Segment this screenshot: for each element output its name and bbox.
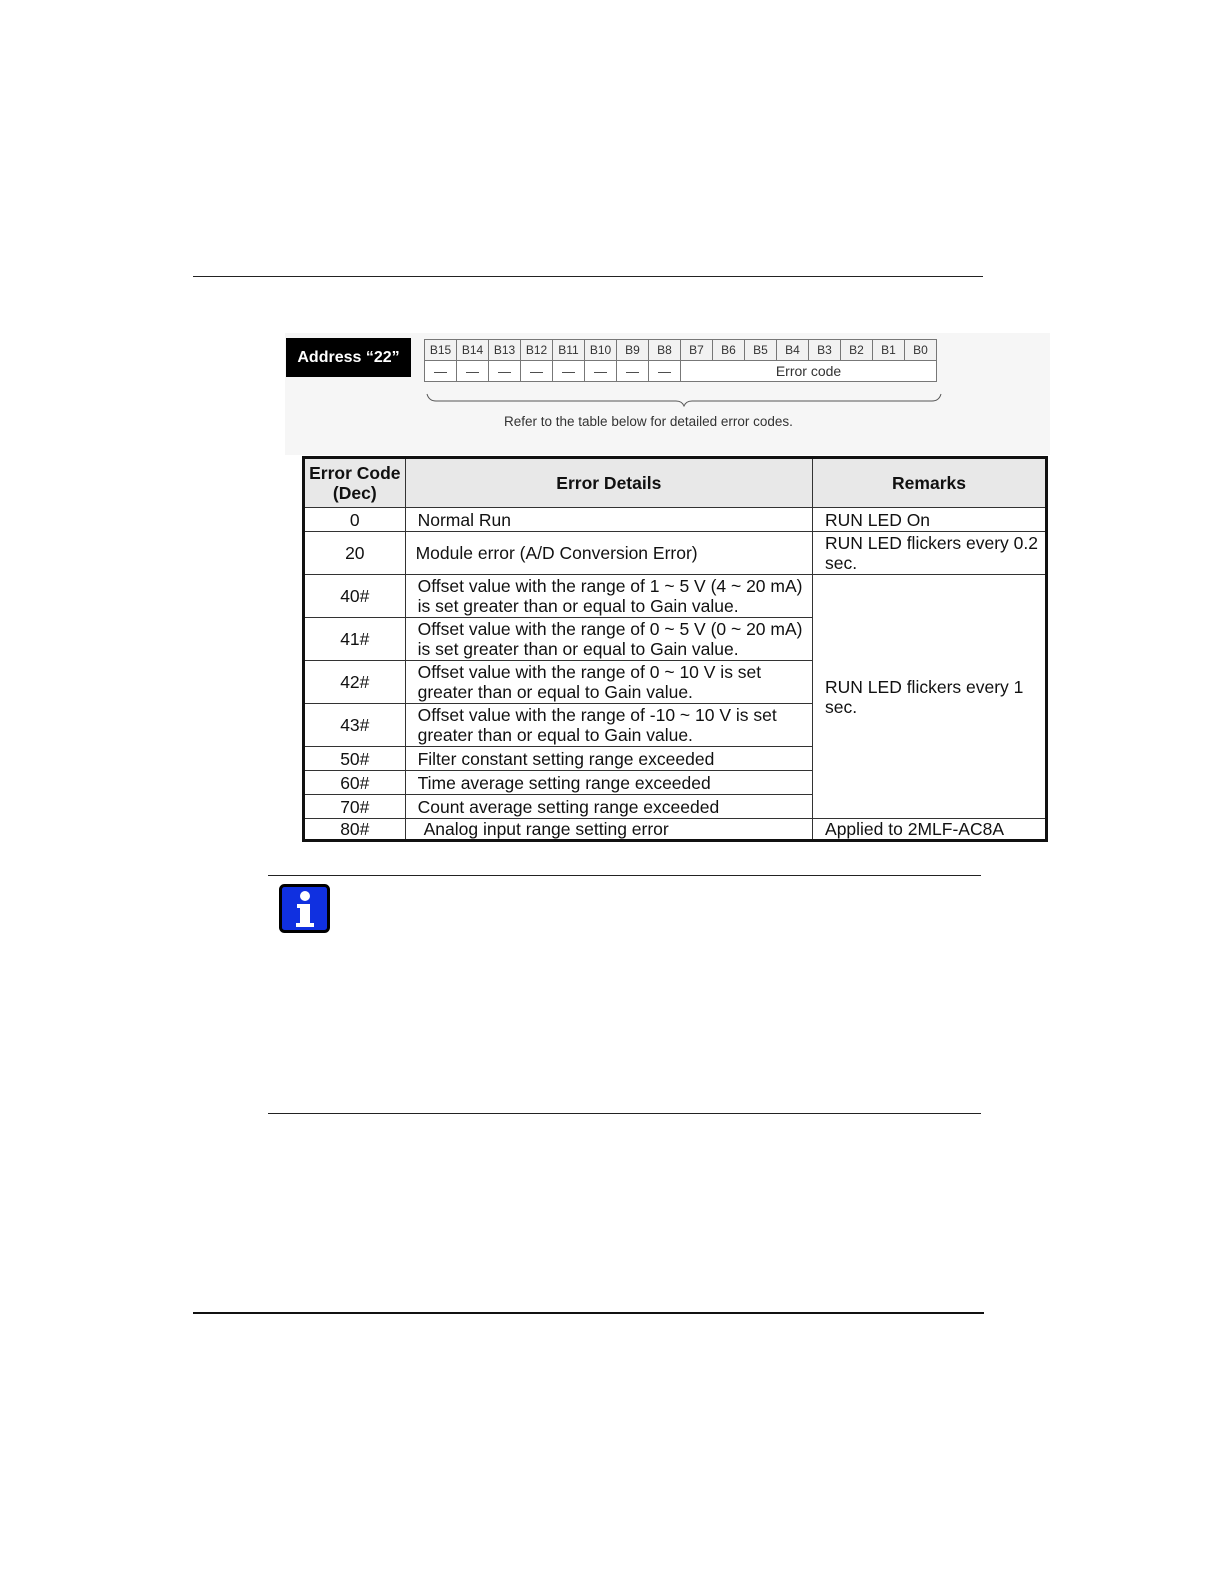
- bit-value: —: [617, 361, 649, 382]
- remark-line: RUN LED flickers every 0.2: [825, 533, 1038, 553]
- remark-cell: RUN LED On: [813, 508, 1047, 532]
- bit-cell: B8: [649, 340, 681, 361]
- detail-line: is set greater than or equal to Gain value.: [417, 596, 739, 616]
- code-cell: 70#: [304, 795, 406, 819]
- detail-line: Offset value with the range of -10 ~ 10 V is set: [417, 705, 777, 725]
- bit-cell: B13: [489, 340, 521, 361]
- detail-line: is set greater than or equal to Gain value.: [417, 639, 739, 659]
- bit-cell: B9: [617, 340, 649, 361]
- detail-line: Offset value with the range of 0 ~ 10 V is set: [417, 662, 762, 682]
- code-cell: 50#: [304, 747, 406, 771]
- code-cell: 20: [304, 532, 406, 575]
- bit-value: —: [585, 361, 617, 382]
- code-cell: 60#: [304, 771, 406, 795]
- detail-line: Offset value with the range of 0 ~ 5 V (0 ~ 20 mA): [417, 619, 803, 639]
- header-code-line: Error Code: [309, 463, 401, 483]
- remark-cell: [813, 532, 1047, 575]
- code-cell: 0: [304, 508, 406, 532]
- bit-value: —: [521, 361, 553, 382]
- bit-cell: B3: [809, 340, 841, 361]
- info-icon: [279, 884, 331, 934]
- bit-cell: B6: [713, 340, 745, 361]
- bit-cell: B12: [521, 340, 553, 361]
- code-cell: 80#: [304, 819, 406, 841]
- detail-line: Offset value with the range of 1 ~ 5 V (4 ~ 20 mA): [417, 576, 803, 596]
- detail-cell: Normal Run: [405, 508, 812, 532]
- detail-cell: Filter constant setting range exceeded: [405, 747, 812, 771]
- bit-value: —: [425, 361, 457, 382]
- remark-line: RUN LED flickers every 1: [825, 676, 1024, 697]
- bit-cell: B0: [905, 340, 937, 361]
- bit-cell: B10: [585, 340, 617, 361]
- detail-cell: Module error (A/D Conversion Error): [405, 532, 812, 575]
- bit-map-table: [424, 339, 937, 382]
- bit-cell: B5: [745, 340, 777, 361]
- detail-cell: Analog input range setting error: [405, 819, 812, 841]
- merged-remark-cell: [813, 575, 1047, 819]
- bit-cell: B14: [457, 340, 489, 361]
- detail-cell: [405, 661, 812, 704]
- footer-rule: [193, 1312, 984, 1314]
- detail-line: greater than or equal to Gain value.: [417, 682, 693, 702]
- bit-cell: B1: [873, 340, 905, 361]
- table-header-row: [304, 458, 1047, 508]
- detail-cell: [405, 575, 812, 618]
- detail-cell: Count average setting range exceeded: [405, 795, 812, 819]
- table-row: [304, 819, 1047, 841]
- bit-cell: B15: [425, 340, 457, 361]
- detail-cell: [405, 618, 812, 661]
- detail-cell: Time average setting range exceeded: [405, 771, 812, 795]
- bit-value: —: [489, 361, 521, 382]
- remark-line: sec.: [825, 553, 858, 573]
- error-code-table: [302, 456, 1048, 842]
- header-code-line: (Dec): [332, 483, 377, 503]
- bit-cell: B7: [681, 340, 713, 361]
- code-cell: 43#: [304, 704, 406, 747]
- header-rule: [193, 276, 983, 277]
- bit-value: —: [457, 361, 489, 382]
- code-cell: 42#: [304, 661, 406, 704]
- table-row: [304, 508, 1047, 532]
- detail-line: greater than or equal to Gain value.: [417, 725, 693, 745]
- address-label: Address “22”: [286, 338, 411, 377]
- bit-value: —: [649, 361, 681, 382]
- detail-cell: [405, 704, 812, 747]
- bit-cell: B4: [777, 340, 809, 361]
- code-cell: 41#: [304, 618, 406, 661]
- header-error-code: [304, 458, 406, 508]
- remark-cell: Applied to 2MLF-AC8A: [813, 819, 1047, 841]
- note-bottom-rule: [268, 1113, 981, 1114]
- header-error-details: Error Details: [405, 458, 812, 508]
- bit-cell: B2: [841, 340, 873, 361]
- bit-cell: B11: [553, 340, 585, 361]
- bit-value: —: [553, 361, 585, 382]
- refer-note: Refer to the table below for detailed error codes.: [504, 414, 793, 429]
- note-top-rule: [268, 875, 981, 876]
- table-row: [304, 532, 1047, 575]
- brace-icon: [426, 393, 942, 407]
- header-remarks: Remarks: [813, 458, 1047, 508]
- table-row: [304, 575, 1047, 618]
- remark-line: sec.: [825, 696, 858, 717]
- error-code-field: Error code: [681, 361, 937, 382]
- code-cell: 40#: [304, 575, 406, 618]
